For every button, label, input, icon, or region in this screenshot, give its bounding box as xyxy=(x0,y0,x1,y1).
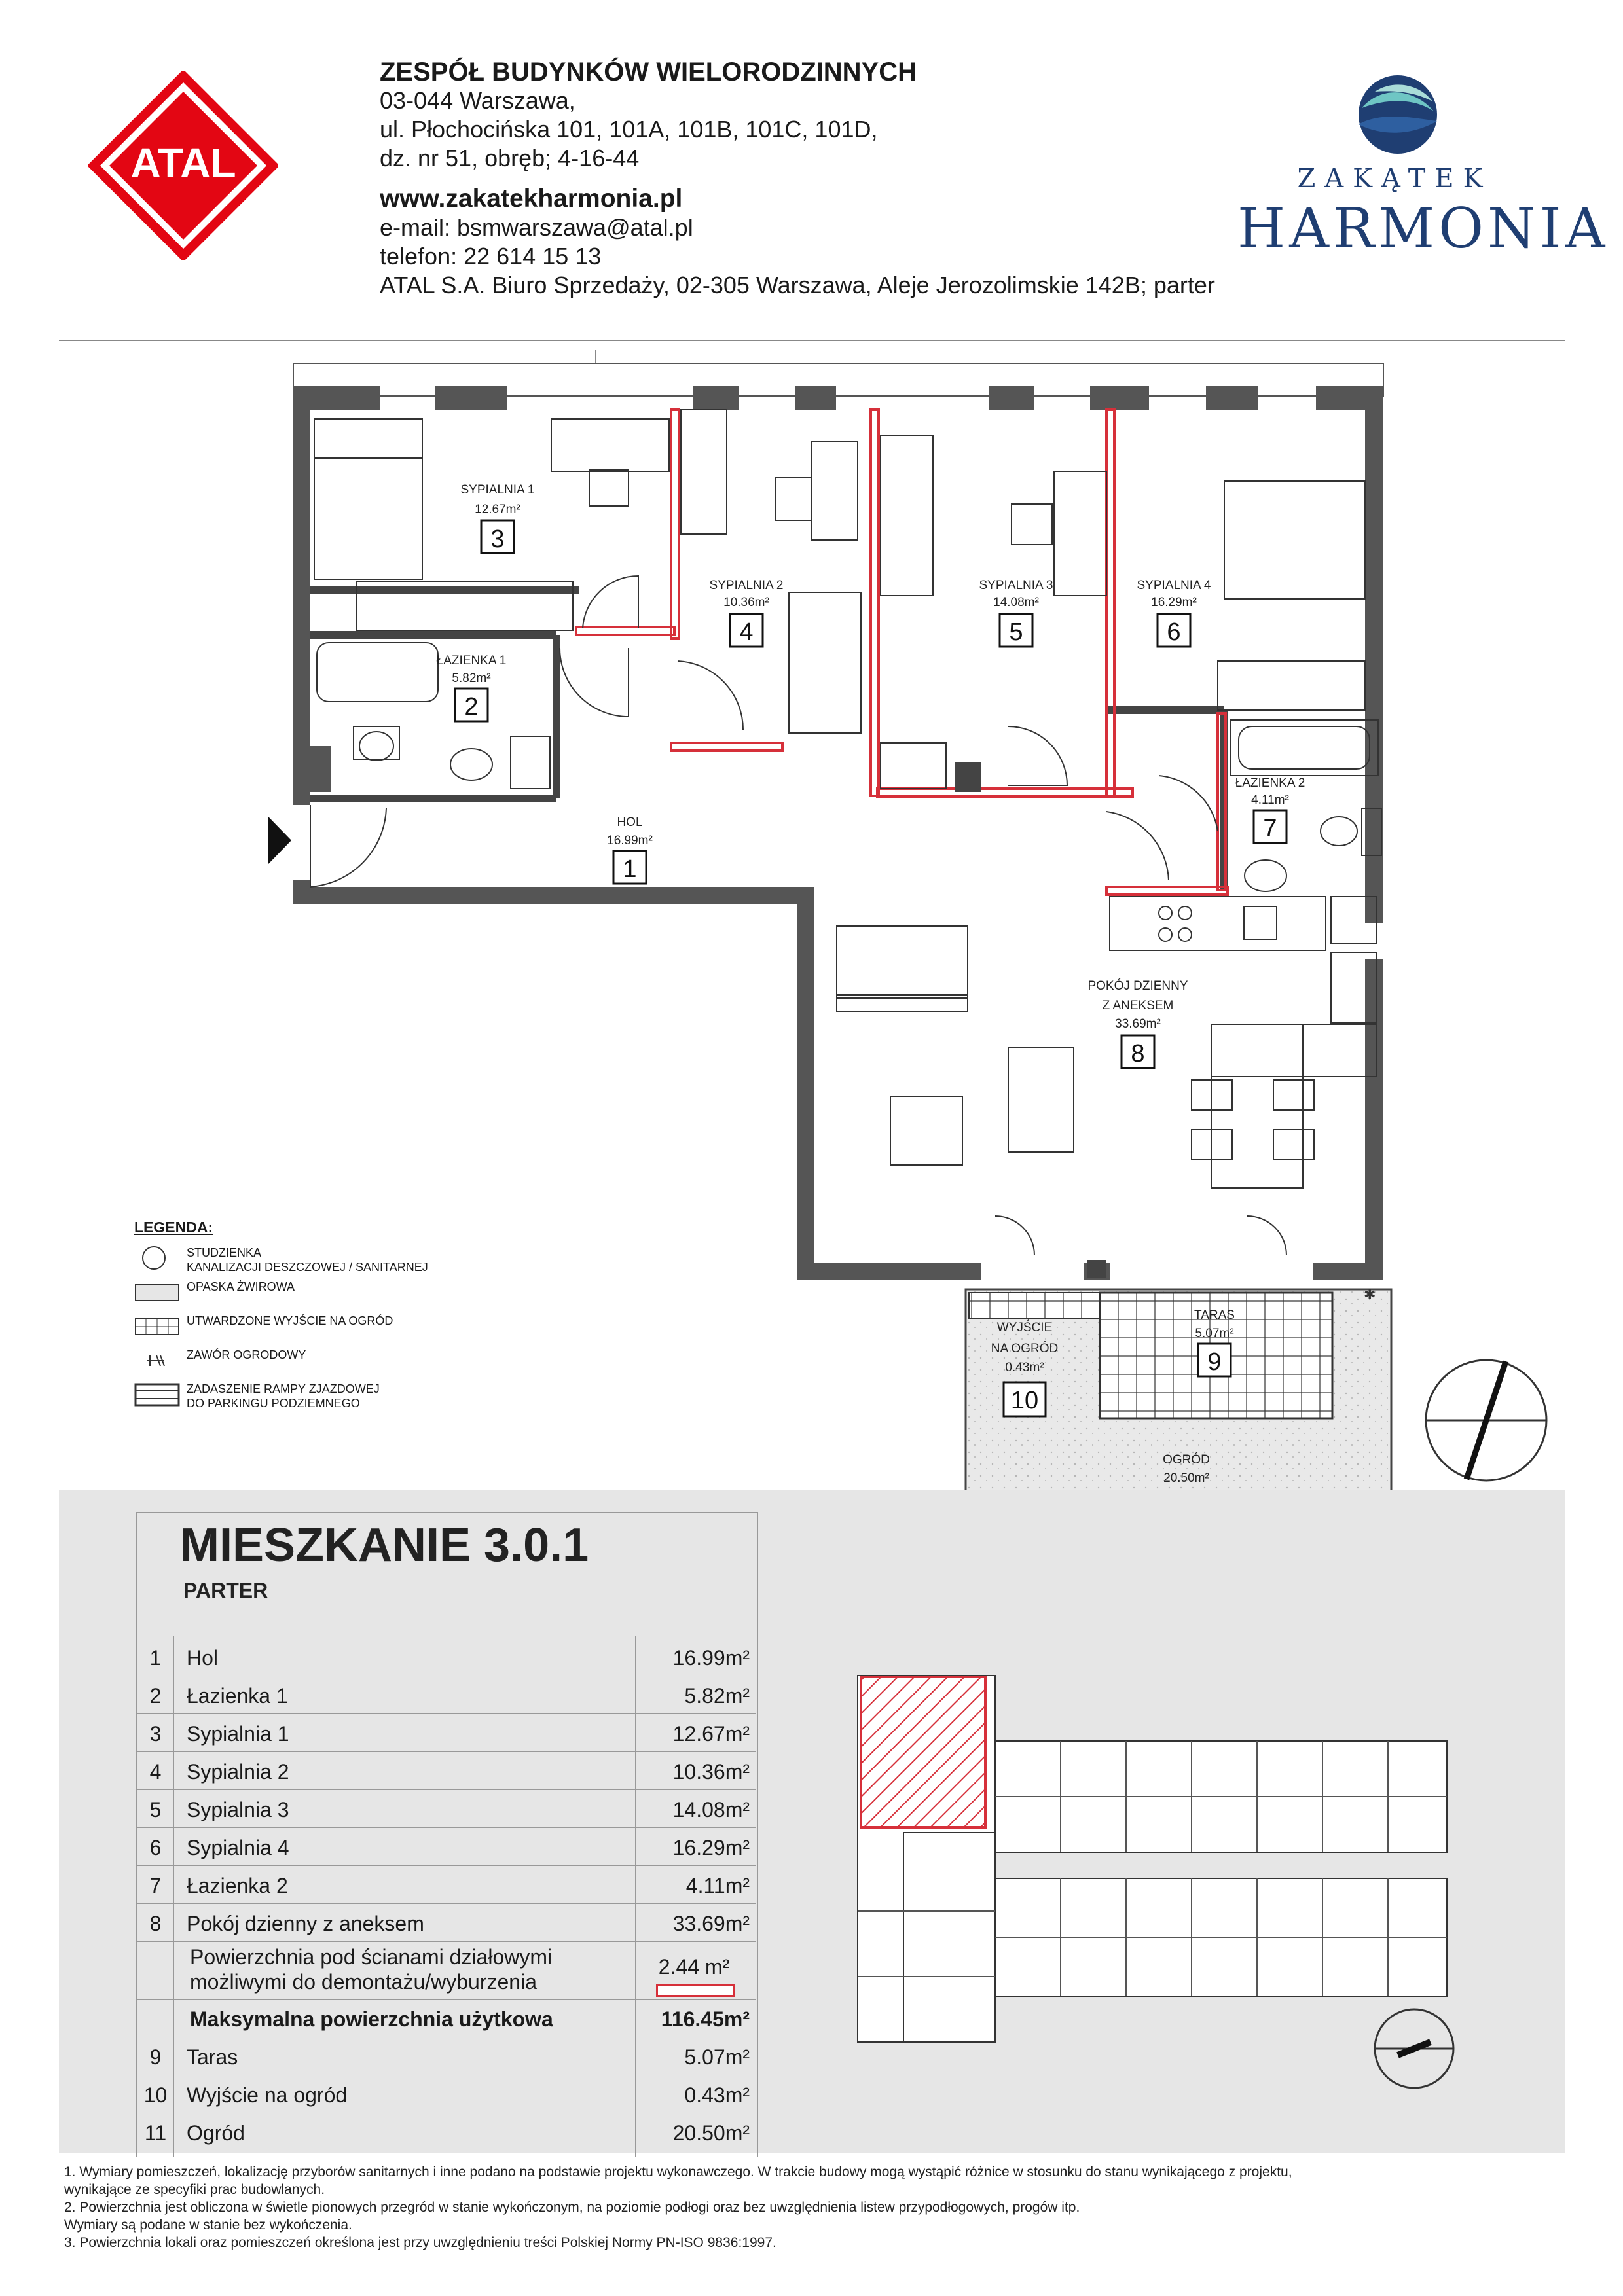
row-room-name: Łazienka 2 xyxy=(187,1874,288,1897)
legend-item-label: KANALIZACJI DESZCZOWEJ / SANITARNEJ xyxy=(187,1261,428,1274)
footnote: 1. Wymiary pomieszczeń, lokalizację przyborów sanitarnych i inne podano na podstawie projektu wykonawczego. W trakcie budowy mogą wystąpić różnice w stosunku do stanu wynikającego z projektu, xyxy=(64,2164,1292,2179)
row-room-name: Sypialnia 4 xyxy=(187,1836,289,1859)
row-room-name: Sypialnia 1 xyxy=(187,1722,289,1746)
header-line3: ul. Płochocińska 101, 101A, 101B, 101C, 101D, xyxy=(380,116,878,143)
row-room-name: Pokój dzienny z aneksem xyxy=(187,1912,424,1935)
row-room-name: Łazienka 1 xyxy=(187,1684,288,1708)
room-5-label: SYPIALNIA 3 xyxy=(979,579,1053,592)
legend-title: LEGENDA: xyxy=(134,1219,213,1236)
room-5-area: 14.08m² xyxy=(993,596,1039,609)
table-row xyxy=(137,2037,756,2075)
row-number: 8 xyxy=(149,1912,162,1935)
harmonia-title: HARMONIA xyxy=(1237,196,1609,260)
row-room-name: Hol xyxy=(187,1646,219,1670)
table-row xyxy=(137,1827,756,1866)
row-area: 16.29m² xyxy=(672,1836,750,1859)
table-row-max-area xyxy=(137,1999,756,2037)
room-1-label: HOL xyxy=(617,816,643,829)
room-6-area: 16.29m² xyxy=(1151,596,1197,609)
row-area: 16.99m² xyxy=(672,1646,750,1670)
garden-exit-area xyxy=(969,1293,1100,1319)
atal-logo-text: ATAL xyxy=(130,139,236,187)
room-3-label: SYPIALNIA 1 xyxy=(460,483,535,497)
removable-wall-swatch xyxy=(656,1984,735,1997)
row-room-name: Sypialnia 3 xyxy=(187,1798,289,1821)
table-row xyxy=(137,1865,756,1904)
row-number: 10 xyxy=(143,2083,168,2107)
legend-item-ramp-roof xyxy=(134,1379,527,1413)
compass-icon xyxy=(1426,1360,1546,1480)
footnote: Wymiary są podane w stanie bez wykończenia. xyxy=(64,2217,352,2233)
table-row xyxy=(137,1789,756,1828)
table-row xyxy=(137,2113,756,2151)
row-area: 5.82m² xyxy=(684,1684,750,1708)
row-area: 0.43m² xyxy=(684,2083,750,2107)
row-room-name: Wyjście na ogród xyxy=(187,2083,348,2107)
row-number: 2 xyxy=(149,1684,162,1708)
legend xyxy=(134,1219,527,1413)
room-3-number: 3 xyxy=(490,526,505,553)
legend-item-label: ZADASZENIE RAMPY ZJAZDOWEJ xyxy=(187,1382,380,1395)
table-row-removable-walls xyxy=(137,1941,756,2000)
room-11-area: 20.50m² xyxy=(1163,1471,1209,1485)
walls-label-line1: Powierzchnia pod ścianami działowymi xyxy=(190,1945,553,1969)
footnote: 3. Powierzchnia lokali oraz pomieszczeń określona jest przy uwzględnieniu treści Polskiej Normy PN-ISO 9836:1997. xyxy=(64,2235,776,2250)
room-7-number: 7 xyxy=(1263,815,1277,842)
table-row xyxy=(137,1751,756,1790)
row-number: 11 xyxy=(144,2121,167,2145)
footnotes xyxy=(64,2163,1570,2251)
room-4-number: 4 xyxy=(739,619,754,646)
table-divider xyxy=(635,1636,636,2157)
row-number: 5 xyxy=(149,1798,162,1821)
room-1-number: 1 xyxy=(623,855,637,883)
email-link[interactable]: e-mail: bsmwarszawa@atal.pl xyxy=(380,214,693,241)
row-area: 4.11m² xyxy=(685,1874,750,1897)
table-row xyxy=(137,2075,756,2113)
row-number: 6 xyxy=(149,1836,162,1859)
header-line4: dz. nr 51, obręb; 4-16-44 xyxy=(380,145,640,171)
row-area: 14.08m² xyxy=(672,1798,750,1821)
room-9-area: 5.07m² xyxy=(1195,1327,1234,1340)
room-5-number: 5 xyxy=(1009,619,1023,646)
legend-item-paving xyxy=(134,1311,527,1345)
row-area: 33.69m² xyxy=(672,1912,750,1935)
room-8-label-line2: Z ANEKSEM xyxy=(1102,999,1174,1013)
entrance-arrow-icon xyxy=(268,817,291,864)
room-3-area: 12.67m² xyxy=(475,503,520,516)
row-room-name: Sypialnia 2 xyxy=(187,1760,289,1784)
walls-area: 2.44 m² xyxy=(658,1955,730,1979)
room-2-label: ŁAZIENKA 1 xyxy=(436,654,507,668)
row-number: 1 xyxy=(149,1646,162,1670)
room-10-label-line2: NA OGRÓD xyxy=(991,1342,1059,1355)
legend-item-label: STUDZIENKA xyxy=(187,1246,262,1259)
legend-item-valve xyxy=(134,1345,527,1379)
row-number: 4 xyxy=(149,1760,162,1784)
row-room-name: Taras xyxy=(187,2045,238,2069)
compass-key-icon xyxy=(1375,2009,1453,2088)
room-2-area: 5.82m² xyxy=(452,672,491,685)
room-7-label: ŁAZIENKA 2 xyxy=(1235,776,1305,790)
row-area: 5.07m² xyxy=(684,2045,750,2069)
legend-item-label: OPASKA ŻWIROWA xyxy=(187,1280,295,1293)
room-1-area: 16.99m² xyxy=(607,834,653,848)
row-area: 12.67m² xyxy=(672,1722,750,1746)
row-area: 10.36m² xyxy=(672,1760,750,1784)
harmonia-subtitle: ZAKĄTEK xyxy=(1297,164,1492,194)
table-divider xyxy=(173,1636,174,2157)
table-row xyxy=(137,1638,756,1676)
room-4-label: SYPIALNIA 2 xyxy=(709,579,784,592)
table-row xyxy=(137,1676,756,1714)
valve-icon xyxy=(134,1348,180,1372)
legend-item-gravel xyxy=(134,1277,527,1311)
paving-icon xyxy=(134,1314,180,1338)
room-2-number: 2 xyxy=(464,693,479,721)
room-10-number: 10 xyxy=(1010,1387,1039,1414)
room-10-area: 0.43m² xyxy=(1005,1361,1044,1374)
highlighted-unit xyxy=(861,1677,985,1827)
legend-item-label: ZAWÓR OGRODOWY xyxy=(187,1348,306,1361)
unit-floor: PARTER xyxy=(183,1579,268,1602)
row-number: 9 xyxy=(149,2045,162,2069)
room-8-area: 33.69m² xyxy=(1115,1017,1161,1031)
row-area: 20.50m² xyxy=(672,2121,750,2145)
room-6-label: SYPIALNIA 4 xyxy=(1137,579,1211,592)
row-number: 7 xyxy=(149,1874,162,1897)
legend-item-label: DO PARKINGU PODZIEMNEGO xyxy=(187,1397,360,1410)
room-9-label: TARAS xyxy=(1194,1308,1235,1322)
table-row xyxy=(137,1903,756,1942)
room-8-number: 8 xyxy=(1131,1040,1145,1067)
walls-label xyxy=(190,1945,552,1994)
room-11-label: OGRÓD xyxy=(1163,1453,1210,1467)
room-10-label-line1: WYJŚCIE xyxy=(996,1321,1053,1335)
legend-item-manhole xyxy=(134,1243,527,1277)
walls-label-line2: możliwymi do demontażu/wyburzenia xyxy=(190,1970,537,1994)
row-room-name: Ogród xyxy=(187,2121,245,2145)
room-9-number: 9 xyxy=(1207,1348,1222,1376)
office-address: ATAL S.A. Biuro Sprzedaży, 02-305 Warszawa, Aleje Jerozolimskie 142B; parter xyxy=(380,272,1215,298)
phone-text: telefon: 22 614 15 13 xyxy=(380,243,602,270)
site-key-plan xyxy=(845,1662,1473,2094)
circle-icon xyxy=(134,1246,180,1270)
row-number: 3 xyxy=(149,1722,162,1746)
room-7-area: 4.11m² xyxy=(1251,793,1289,807)
room-6-number: 6 xyxy=(1167,619,1181,646)
footnote: wynikające ze specyfiki prac budowlanych. xyxy=(64,2182,325,2197)
unit-title: MIESZKANIE 3.0.1 xyxy=(180,1519,589,1571)
header-line1: ZESPÓŁ BUDYNKÓW WIELORODZINNYCH xyxy=(380,58,917,86)
footnote: 2. Powierzchnia jest obliczona w świetle pionowych przegród w stanie wykończonym, na poziomie podłogi oraz bez uwzględnienia listew przypodłogowych, progów itp. xyxy=(64,2200,1080,2215)
legend-item-label: UTWARDZONE WYJŚCIE NA OGRÓD xyxy=(187,1314,393,1327)
max-area-label: Maksymalna powierzchnia użytkowa xyxy=(190,2007,553,2031)
max-area-value: 116.45m² xyxy=(661,2007,750,2031)
gravel-icon xyxy=(134,1280,180,1304)
table-row xyxy=(137,1713,756,1752)
svg-text:✱: ✱ xyxy=(1364,1287,1376,1303)
ramp-roof-icon xyxy=(134,1382,180,1407)
room-8-label-line1: POKÓJ DZIENNY xyxy=(1087,979,1188,993)
room-4-area: 10.36m² xyxy=(723,596,769,609)
website-link[interactable]: www.zakatekharmonia.pl xyxy=(380,185,683,213)
header-line2: 03-044 Warszawa, xyxy=(380,87,575,114)
